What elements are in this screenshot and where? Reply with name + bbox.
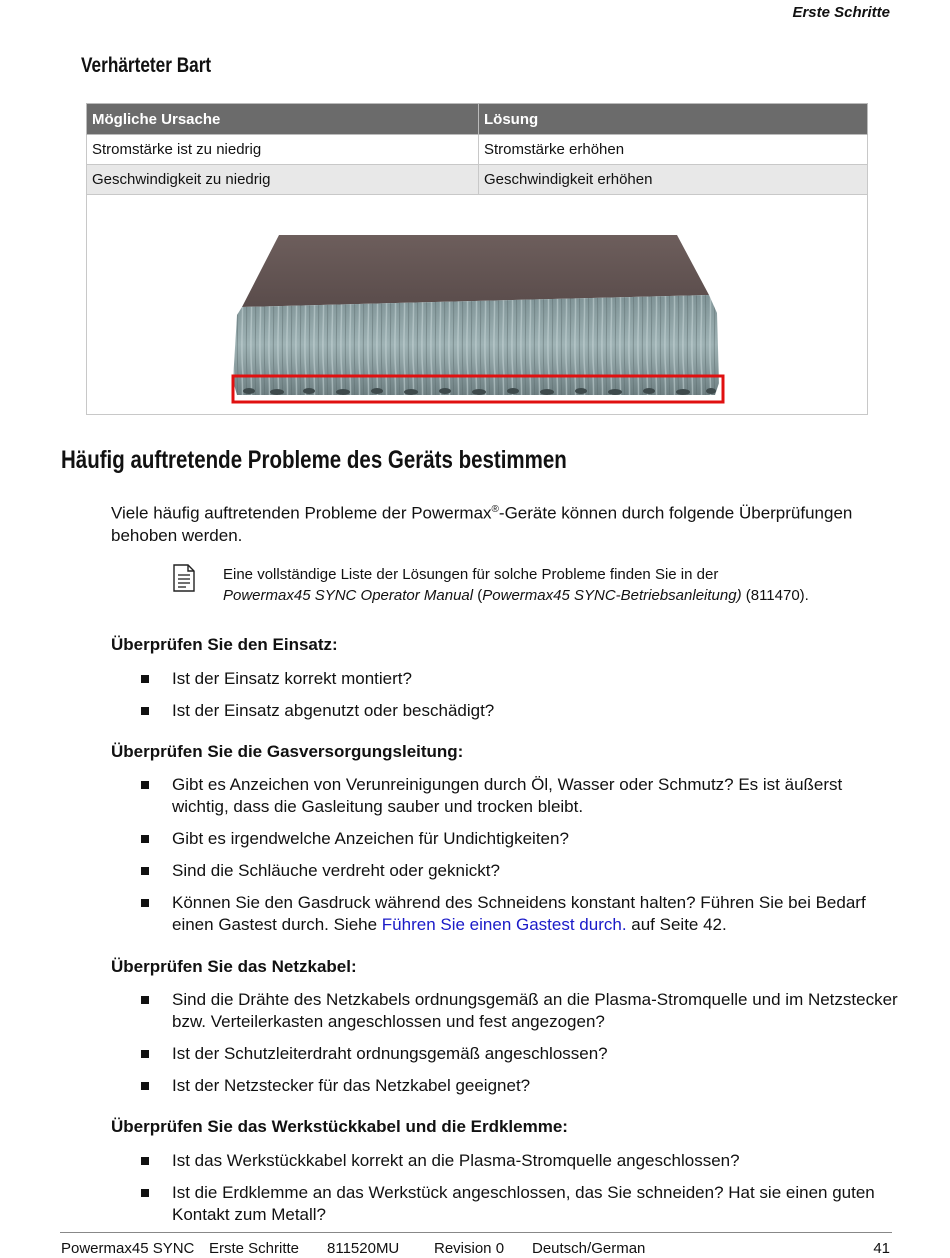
bullet-icon [141, 867, 149, 875]
cause-solution-table [86, 103, 868, 415]
bullet-icon [141, 835, 149, 843]
intro-paragraph [111, 499, 901, 547]
table-header-row [87, 104, 868, 135]
note-text [223, 564, 903, 606]
footer-rule [60, 1232, 892, 1233]
bullet-icon [141, 1157, 149, 1165]
manual-title-de: Powermax45 SYNC-Betriebsanleitung) [482, 587, 742, 604]
note-line [223, 585, 903, 606]
table-image-row [87, 195, 868, 415]
note-icon [172, 564, 196, 592]
plate-top-surface [242, 235, 709, 307]
running-header: Erste Schritte [792, 4, 890, 21]
registered-mark: ® [491, 504, 499, 515]
bullet-icon [141, 996, 149, 1004]
table-cell: Stromstärke ist zu niedrig [87, 135, 479, 165]
footer-revision: Revision 0 [434, 1240, 505, 1257]
table-cell: Geschwindigkeit erhöhen [479, 165, 868, 195]
bullet-icon [141, 1189, 149, 1197]
intro-text: -Geräte können durch folgende Überprüfungen behoben werden. [111, 503, 853, 545]
note-paren: ( [473, 587, 483, 604]
footer-language: Deutsch/German [532, 1240, 646, 1257]
bullet-icon [141, 675, 149, 683]
column-header-cause: Mögliche Ursache [87, 104, 479, 135]
page-number: 41 [873, 1240, 890, 1257]
bullet-icon [141, 1082, 149, 1090]
table-cell: Stromstärke erhöhen [479, 135, 868, 165]
intro-text: Viele häufig auftretenden Probleme der Powermax [111, 503, 492, 523]
bullet-icon [141, 899, 149, 907]
gas-test-link[interactable]: Führen Sie einen Gastest durch. [381, 915, 627, 934]
check-heading-gas-supply: Überprüfen Sie die Gasversorgungsleitung: [111, 742, 464, 761]
document-number: (811470). [741, 587, 809, 604]
cut-metal-photo [87, 195, 867, 414]
check-heading-consumable: Überprüfen Sie den Einsatz: [111, 635, 338, 654]
bullet-icon [141, 781, 149, 789]
table-row [87, 165, 868, 195]
table-cell: Geschwindigkeit zu niedrig [87, 165, 479, 195]
footer-chapter: Erste Schritte [209, 1240, 300, 1257]
table-row [87, 135, 868, 165]
manual-title-en: Powermax45 SYNC Operator Manual [223, 587, 474, 604]
bullet-icon [141, 1050, 149, 1058]
footer-part-number: 811520MU [327, 1240, 400, 1257]
bullet-icon [141, 707, 149, 715]
footer-product: Powermax45 SYNC [61, 1240, 195, 1257]
column-header-solution: Lösung [479, 104, 868, 135]
image-cell [87, 195, 868, 415]
note-line: Eine vollständige Liste der Lösungen für solche Probleme finden Sie in der [223, 566, 719, 583]
check-heading-work-lead: Überprüfen Sie das Werkstückkabel und die Erdklemme: [111, 1117, 568, 1136]
section-title: Häufig auftretende Probleme des Geräts bestimmen [61, 446, 567, 474]
check-heading-power-cord: Überprüfen Sie das Netzkabel: [111, 957, 357, 976]
subsection-title: Verhärteter Bart [81, 54, 212, 77]
